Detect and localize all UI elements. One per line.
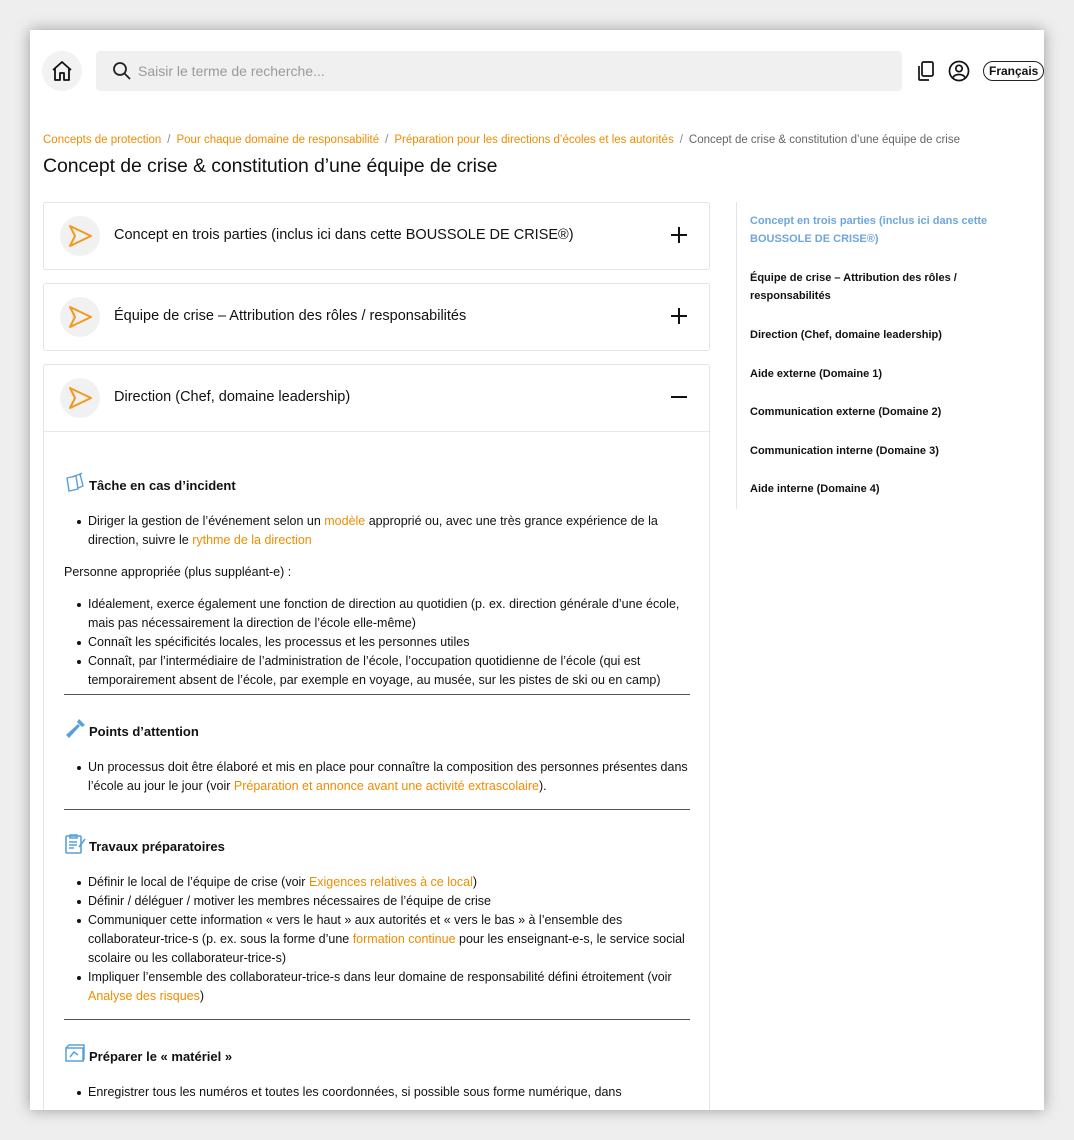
bullet-list: [64, 758, 689, 796]
section-material: [64, 1039, 689, 1102]
blueprint-icon: [64, 1043, 86, 1065]
text: ).: [538, 779, 547, 793]
link-formation-continue[interactable]: formation continue: [352, 932, 456, 946]
text: Un processus doit être élaboré et mis en place pour connaître la composition des personnes présentes dans l’école au jour le jour (voir: [88, 760, 688, 793]
bullet-list: [64, 595, 689, 690]
clipboard-icon: [64, 833, 86, 855]
text: ): [472, 875, 478, 889]
section-title: Tâche en cas d’incident: [89, 478, 236, 493]
list-item: [88, 968, 694, 1006]
list-item: [88, 911, 694, 968]
send-arrow-icon: [60, 297, 100, 337]
toc-item-equipe[interactable]: Équipe de crise – Attribution des rôles / responsabilités: [750, 272, 957, 302]
list-item: Connaît les spécificités locales, les processus et les personnes utiles: [88, 633, 694, 652]
list-item: [88, 758, 694, 796]
text: Communiquer cette information « vers le haut » aux autorités et « vers le bas » à l’ensemble des collaborateur-trice-s (p. ex. sous la forme d’une: [88, 913, 623, 946]
breadcrumb-separator: /: [679, 134, 683, 146]
divider: [64, 809, 690, 810]
text: pour les enseignant-e-s, le service social scolaire ou les collaborateur-trice-s): [88, 932, 685, 965]
home-icon: [50, 59, 74, 83]
accordion-header[interactable]: [44, 365, 709, 431]
list-item: Enregistrer tous les numéros et toutes les coordonnées, si possible sous forme numérique, dans: [88, 1083, 694, 1102]
breadcrumb-link[interactable]: Pour chaque domaine de responsabilité: [176, 134, 380, 146]
text: Impliquer l’ensemble des collaborateur-trice-s dans leur domaine de responsabilité défini étroitement (voir: [88, 970, 672, 984]
accordion-header[interactable]: [44, 284, 709, 350]
breadcrumb-link[interactable]: Préparation pour les directions d’écoles et les autorités: [394, 134, 674, 146]
app-window: [30, 30, 1044, 1110]
home-button[interactable]: [42, 51, 82, 91]
link-modele[interactable]: modèle: [324, 514, 366, 528]
send-arrow-icon: [60, 378, 100, 418]
page-title: Concept de crise & constitution d’une équipe de crise: [43, 155, 498, 177]
search-icon: [112, 61, 132, 81]
breadcrumb: [43, 134, 960, 146]
text: Définir le local de l’équipe de crise (voir: [88, 875, 309, 889]
accordion-title: Équipe de crise – Attribution des rôles / responsabilités: [114, 308, 467, 324]
toc-item-concept[interactable]: Concept en trois parties (inclus ici dans cette BOUSSOLE DE CRISE®): [750, 215, 988, 245]
accordion-content: [44, 431, 709, 1110]
breadcrumb-link[interactable]: Concepts de protection: [43, 134, 162, 146]
list-item: [88, 512, 694, 550]
expand-plus-icon[interactable]: [669, 225, 689, 245]
divider: [64, 694, 690, 695]
top-bar: [30, 30, 1044, 112]
list-item: [88, 873, 694, 892]
section-attention: [64, 714, 689, 810]
link-exigences-local[interactable]: Exigences relatives à ce local: [308, 875, 473, 889]
section-task: [64, 468, 689, 695]
toc-item-aide-interne[interactable]: Aide interne (Domaine 4): [750, 483, 880, 495]
text: approprié ou, avec une très grance expérience de la direction, suivre le: [88, 514, 658, 547]
list-item: Définir / déléguer / motiver les membres nécessaires de l’équipe de crise: [88, 892, 694, 911]
search-bar[interactable]: [96, 51, 902, 91]
list-item: Idéalement, exerce également une fonction de direction au quotidien (p. ex. direction générale d’une école, mais pas nécessairement la direction de l’école elle-même): [88, 595, 694, 633]
section-preparatory: [64, 829, 689, 1020]
text: Diriger la gestion de l’événement selon un: [88, 514, 325, 528]
table-of-contents: [736, 202, 1006, 509]
notes-icon: [64, 472, 86, 494]
flashlight-icon: [64, 718, 86, 740]
accordion-header[interactable]: [44, 203, 709, 269]
send-arrow-icon: [60, 216, 100, 256]
bullet-list: [64, 1083, 689, 1102]
toc-item-communication-interne[interactable]: Communication interne (Domaine 3): [750, 445, 939, 457]
accordion-item: [43, 202, 710, 270]
breadcrumb-separator: /: [385, 134, 389, 146]
paragraph: Personne appropriée (plus suppléant-e) :: [64, 565, 292, 579]
bullet-list: [64, 873, 689, 1006]
user-icon[interactable]: [948, 60, 970, 82]
link-preparation-annonce[interactable]: Préparation et annonce avant une activité extrascolaire: [233, 779, 539, 793]
toc-item-communication-externe[interactable]: Communication externe (Domaine 2): [750, 406, 942, 418]
copy-icon[interactable]: [915, 60, 937, 82]
divider: [64, 1019, 690, 1020]
text: ): [199, 989, 205, 1003]
bullet-list: [64, 512, 689, 550]
link-analyse-risques[interactable]: Analyse des risques: [88, 989, 200, 1003]
language-button[interactable]: Français: [983, 61, 1044, 81]
accordion-title: Concept en trois parties (inclus ici dans cette BOUSSOLE DE CRISE®): [114, 227, 574, 243]
list-item: Connaît, par l’intermédiaire de l’administration de l’école, l’occupation quotidienne de l’école (qui est temporairement absent de l’école, par exemple en voyage, au musée, sur les pistes de ski ou en camp): [88, 652, 694, 690]
section-title: Travaux préparatoires: [89, 839, 225, 854]
section-title: Points d’attention: [89, 724, 199, 739]
toc-item-direction[interactable]: Direction (Chef, domaine leadership): [750, 329, 942, 341]
link-rythme-direction[interactable]: rythme de la direction: [192, 533, 312, 547]
toc-item-aide-externe[interactable]: Aide externe (Domaine 1): [750, 368, 883, 380]
breadcrumb-current: Concept de crise & constitution d’une équipe de crise: [688, 134, 960, 146]
expand-plus-icon[interactable]: [669, 306, 689, 326]
accordion-title: Direction (Chef, domaine leadership): [114, 389, 351, 405]
search-input[interactable]: [138, 56, 858, 86]
collapse-minus-icon[interactable]: [669, 387, 689, 407]
accordion-item: [43, 283, 710, 351]
breadcrumb-separator: /: [167, 134, 171, 146]
section-title: Préparer le « matériel »: [89, 1049, 233, 1064]
accordion-item-expanded: [43, 364, 710, 1110]
